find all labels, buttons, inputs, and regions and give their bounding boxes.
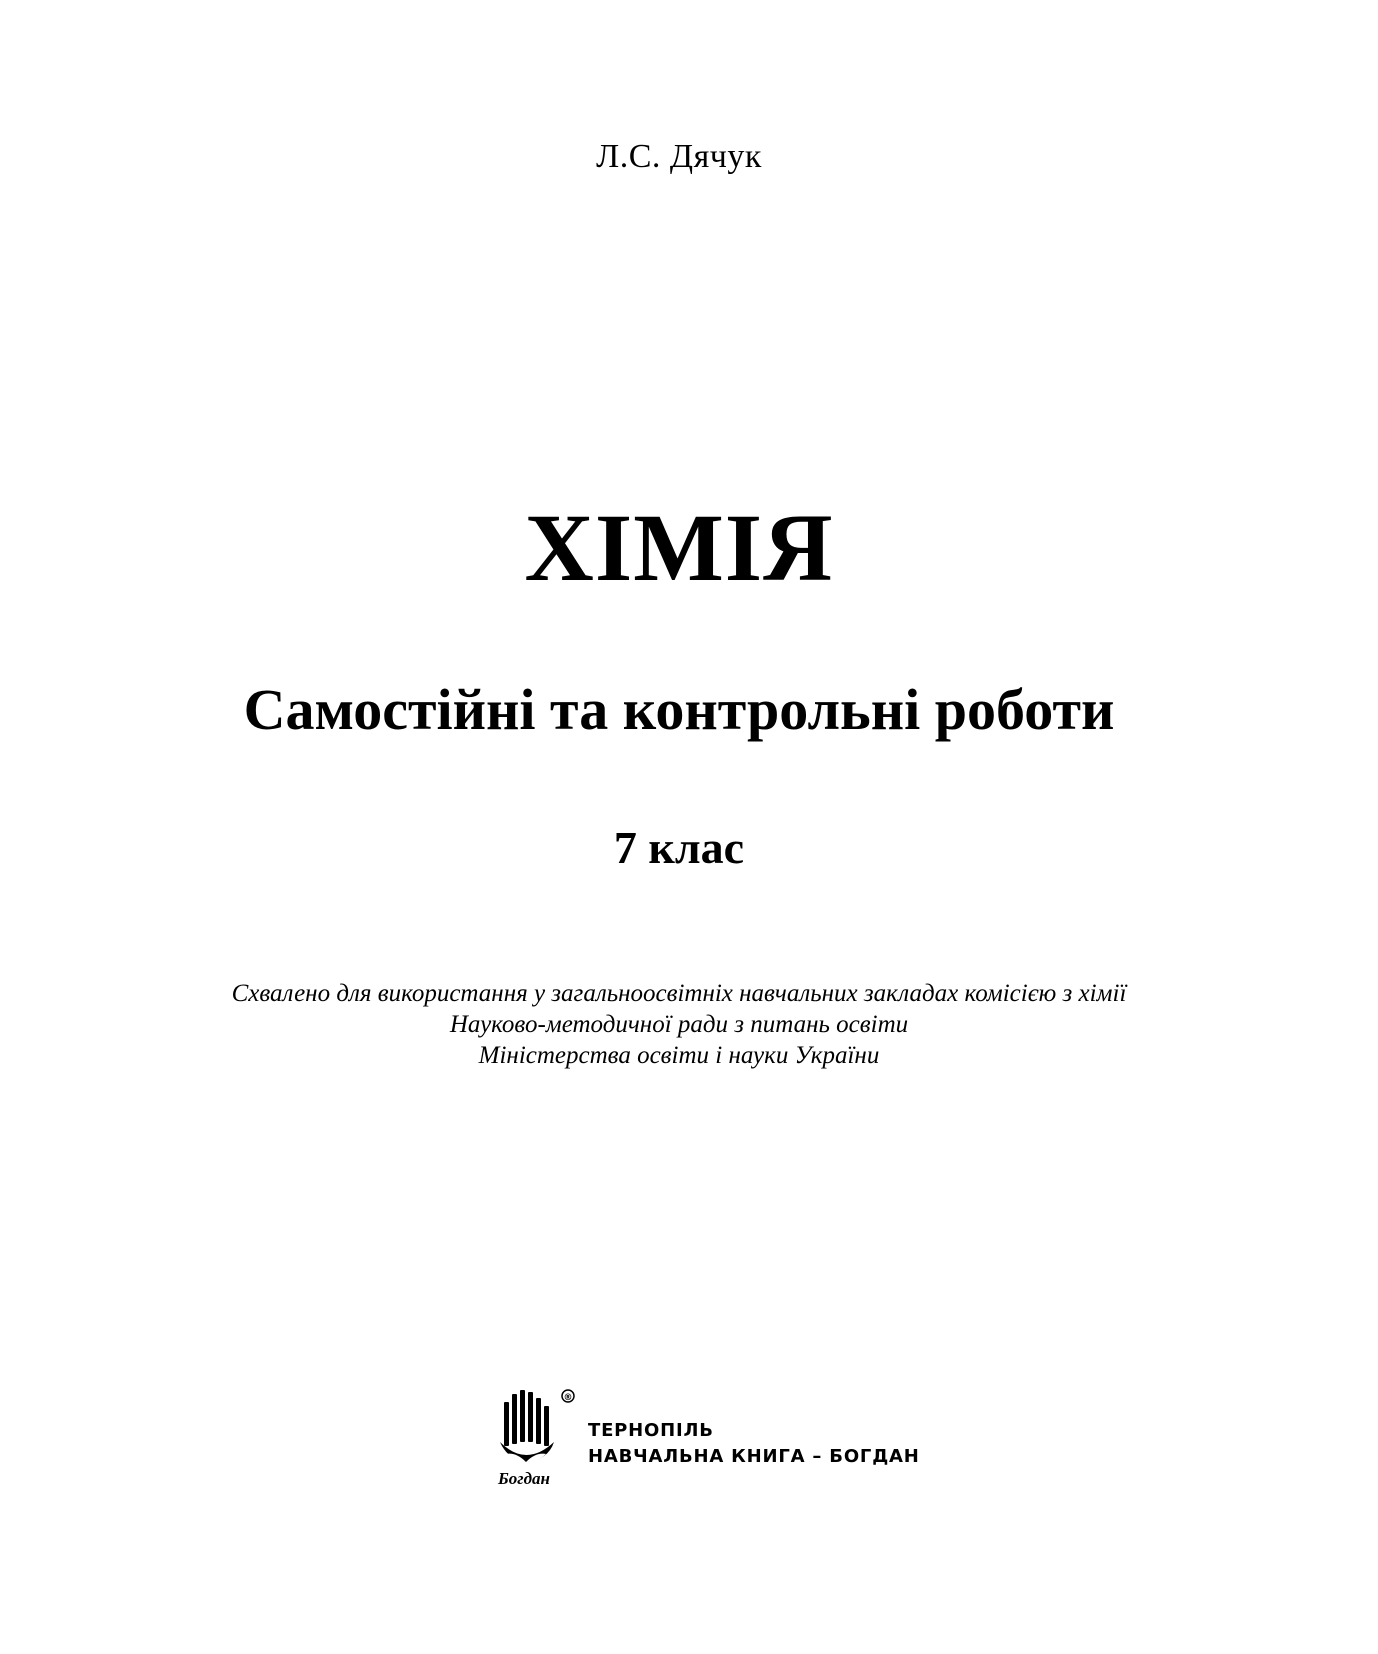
approval-line-3: Міністерства освіти і науки України bbox=[478, 1042, 880, 1069]
author-name: Л.С. Дячук bbox=[596, 138, 762, 175]
approval-line-2: Науково-методичної ради з питань освіти bbox=[449, 1011, 909, 1038]
registered-mark: ® bbox=[563, 1393, 573, 1403]
publisher-city: ТЕРНОПІЛЬ bbox=[588, 1420, 714, 1441]
book-subtitle: Самостійні та контрольні роботи bbox=[243, 677, 1115, 742]
grade-label: 7 клас bbox=[613, 822, 745, 873]
approval-line-1: Схвалено для використання у загальноосвітніх навчальних закладах комісією з хімії bbox=[231, 980, 1127, 1007]
book-title: ХІМІЯ bbox=[524, 494, 834, 601]
publisher-text bbox=[588, 1418, 920, 1470]
publisher-block bbox=[496, 1388, 920, 1488]
publisher-logo-icon bbox=[496, 1388, 576, 1488]
logo-signature: Богдан bbox=[498, 1469, 550, 1488]
publisher-name: НАВЧАЛЬНА КНИГА – БОГДАН bbox=[588, 1446, 920, 1467]
approval-note bbox=[0, 978, 1358, 1071]
